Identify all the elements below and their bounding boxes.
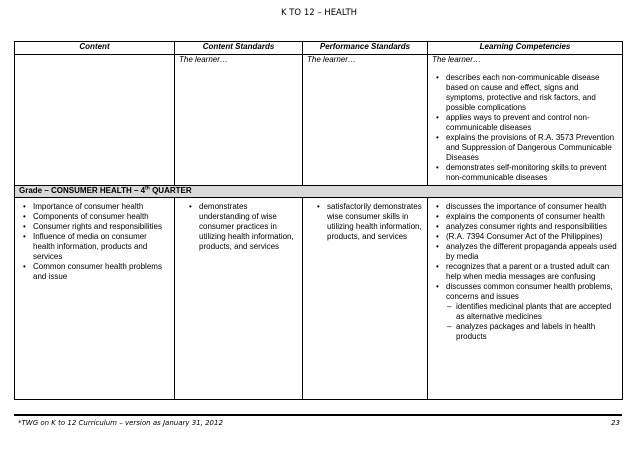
footer-note: *TWG on K to 12 Curriculum – version as January 31, 2012 [18,419,223,427]
grade-heading [15,186,623,198]
list-item: • discusses the importance of consumer health [446,202,618,212]
page-title: K TO 12 – HEALTH [280,8,358,18]
sub-competency-list [446,302,618,342]
grade-heading-prefix: Grade – CONSUMER HEALTH – 4 [19,186,146,195]
cell-content-empty [15,55,175,186]
competency-list [432,202,618,342]
cell-learning-competencies [428,198,623,400]
cell-performance-standards [303,198,428,400]
performance-standard-list [307,202,423,242]
column-header-content-standards: Content Standards [175,42,303,55]
cell-learning-competencies-top [428,55,623,186]
competency-list-top [432,73,618,183]
grade-heading-suffix: QUARTER [149,186,192,195]
learner-label: The learner… [179,55,228,64]
list-item: • explains the provisions of R.A. 3573 Prevention and Suppression of Dangerous Communicable Diseases [446,133,618,163]
list-item: • analyzes consumer rights and responsibilities [446,222,618,232]
learner-label: The learner… [432,55,481,64]
curriculum-table [14,41,623,400]
list-item: • Consumer rights and responsibilities [33,222,170,232]
list-item: • demonstrates self-monitoring skills to prevent non-communicable diseases [446,163,618,183]
list-item: • explains the components of consumer health [446,212,618,222]
column-header-content: Content [15,42,175,55]
list-item: • Common consumer health problems and issue [33,262,170,282]
sub-list-item: – analyzes packages and labels in health products [456,322,618,342]
list-item: • satisfactorily demonstrates wise consumer skills in utilizing health information, products, and services [327,202,423,242]
grade-heading-sup: th [145,185,150,192]
list-item: • recognizes that a parent or a trusted adult can help when media messages are confusing [446,262,618,282]
sub-list-item: – identifies medicinal plants that are accepted as alternative medicines [456,302,618,322]
list-item: • describes each non-communicable disease based on cause and effect, signs and symptoms, protective and risk factors, and possible complications [446,73,618,113]
table-row-consumer-health [15,198,623,400]
column-header-performance-standards: Performance Standards [303,42,428,55]
table-row-top [15,55,623,186]
learner-label: The learner… [307,55,356,64]
page-number: 23 [611,419,620,427]
list-item: • Components of consumer health [33,212,170,222]
list-item: • analyzes the different propaganda appeals used by media [446,242,618,262]
cell-content-standards [175,198,303,400]
list-item [446,282,618,342]
cell-performance-standards-top [303,55,428,186]
list-item: • (R.A. 7394 Consumer Act of the Philippines) [446,232,618,242]
table-header-row [15,42,623,55]
cell-content [15,198,175,400]
content-list [19,202,170,282]
list-item-text: discusses common consumer health problems, concerns and issues [446,282,613,301]
list-item: • demonstrates understanding of wise consumer practices in utilizing health information, products, and services [199,202,298,252]
cell-content-standards-top [175,55,303,186]
grade-row [15,186,623,198]
list-item: • applies ways to prevent and control non-communicable diseases [446,113,618,133]
footer-divider [14,414,622,416]
content-standard-list [179,202,298,252]
list-item: • Influence of media on consumer health information, products and services [33,232,170,262]
column-header-learning-competencies: Learning Competencies [428,42,623,55]
list-item: • Importance of consumer health [33,202,170,212]
